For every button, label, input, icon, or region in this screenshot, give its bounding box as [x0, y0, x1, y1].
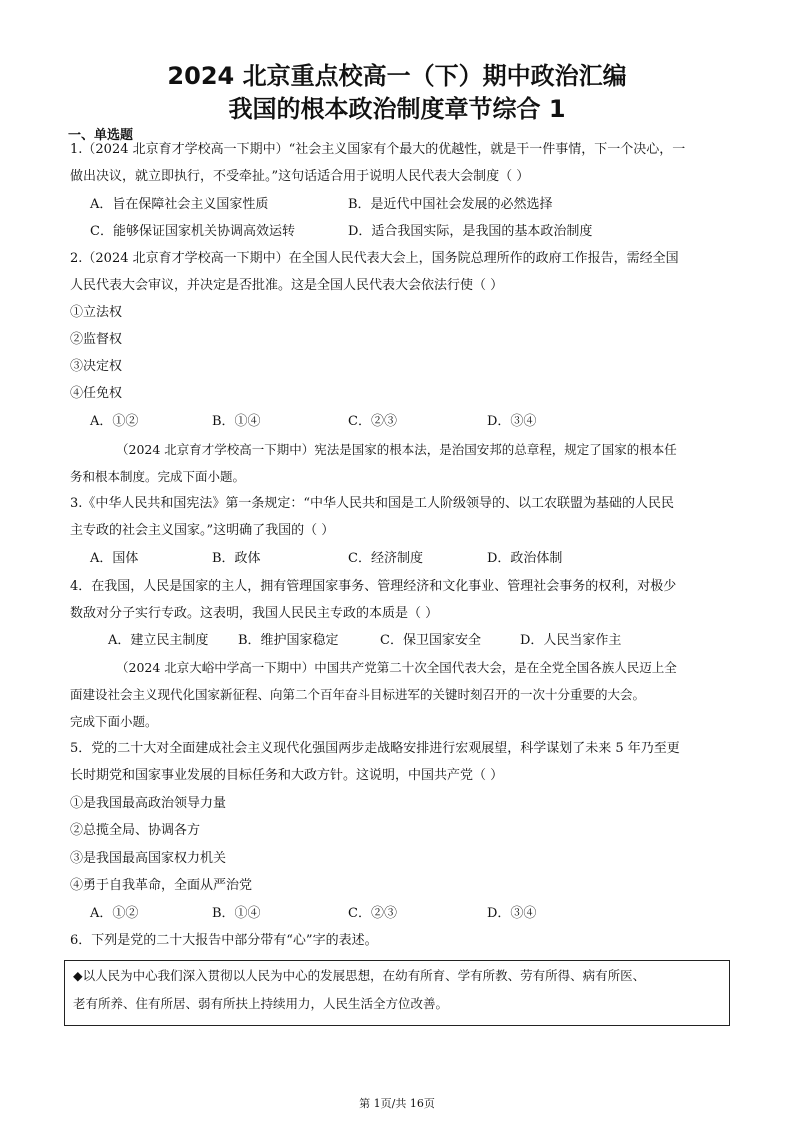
q5-item-2: ②总揽全局、协调各方 — [70, 823, 201, 838]
material-intro-1-line-1: （2024 北京育才学校高一下期中）宪法是国家的根本法，是治国安邦的总章程，规定了国家的根本任 — [116, 442, 677, 457]
q2-item-2: ②监督权 — [70, 332, 123, 347]
question-5-line-2: 长时期党和国家事业发展的目标任务和大政方针。这说明，中国共产党（ ） — [70, 768, 504, 783]
q5-option-b: B．①④ — [212, 906, 261, 921]
question-5-line-1: 5．党的二十大对全面建成社会主义现代化强国两步走战略安排进行宏观展望，科学谋划了未来 5 年乃至更 — [70, 741, 680, 756]
section-heading: 一、单选题 — [68, 128, 134, 143]
q5-option-c: C．②③ — [348, 906, 397, 921]
q3-option-d: D．政治体制 — [487, 551, 563, 566]
q1-option-a: A．旨在保障社会主义国家性质 — [90, 197, 269, 212]
q1-option-b: B．是近代中国社会发展的必然选择 — [348, 197, 553, 212]
q5-item-4: ④勇于自我革命，全面从严治党 — [70, 878, 253, 893]
page-number-footer: 第 1页/共 16页 — [359, 1097, 435, 1110]
q3-option-b: B．政体 — [212, 551, 261, 566]
material-intro-2-line-1: （2024 北京大峪中学高一下期中）中国共产党第二十次全国代表大会，是在全党全国各族人民迈上全 — [116, 660, 677, 675]
material-intro-2-line-2: 面建设社会主义现代化国家新征程、向第二个百年奋斗目标进军的关键时刻召开的一次十分重要的大会。 — [70, 687, 646, 702]
q2-option-c: C．②③ — [348, 414, 397, 429]
q2-option-a: A．①② — [90, 414, 139, 429]
quote-box-line-1: ◆以人民为中心我们深入贯彻以人民为中心的发展思想，在幼有所育、学有所教、劳有所得、病有所医、 — [73, 968, 646, 983]
page-title: 2024 北京重点校高一（下）期中政治汇编 — [167, 62, 627, 90]
q3-option-c: C．经济制度 — [348, 551, 423, 566]
quote-box-line-2: 老有所养、住有所居、弱有所扶上持续用力，人民生活全方位改善。 — [73, 996, 449, 1011]
q2-option-d: D．③④ — [487, 414, 537, 429]
q2-option-b: B．①④ — [212, 414, 261, 429]
q1-option-d: D．适合我国实际，是我国的基本政治制度 — [348, 224, 593, 239]
q4-option-a: A．建立民主制度 — [108, 633, 209, 648]
material-intro-1-line-2: 务和根本制度。完成下面小题。 — [70, 469, 246, 484]
q2-item-4: ④任免权 — [70, 386, 123, 401]
q1-option-c: C．能够保证国家机关协调高效运转 — [90, 224, 295, 239]
q2-item-3: ③决定权 — [70, 359, 123, 374]
q4-option-d: D．人民当家作主 — [520, 633, 622, 648]
question-1-line-2: 做出决议，就立即执行，不受牵扯。”这句话适合用于说明人民代表大会制度（ ） — [70, 169, 530, 184]
q4-option-b: B．维护国家稳定 — [238, 633, 339, 648]
material-intro-2-line-3: 完成下面小题。 — [70, 714, 158, 729]
q5-option-a: A．①② — [90, 906, 139, 921]
page-subtitle: 我国的根本政治制度章节综合 1 — [228, 95, 566, 123]
question-6-line-1: 6．下列是党的二十大报告中部分带有“心”字的表述。 — [70, 933, 378, 948]
question-4-line-2: 数敌对分子实行专政。这表明，我国人民民主专政的本质是（ ） — [70, 606, 439, 621]
question-2-line-1: 2.（2024 北京育才学校高一下期中）在全国人民代表大会上，国务院总理所作的政府工作报告，需经全国 — [70, 251, 679, 266]
q4-option-c: C．保卫国家安全 — [380, 633, 481, 648]
quote-box — [64, 960, 730, 1026]
question-3-line-2: 主专政的社会主义国家。”这明确了我国的（ ） — [70, 523, 335, 538]
q2-item-1: ①立法权 — [70, 305, 123, 320]
question-3-line-1: 3.《中华人民共和国宪法》第一条规定：“中华人民共和国是工人阶级领导的、以工农联盟为基础的人民民 — [70, 496, 675, 511]
q3-option-a: A．国体 — [90, 551, 139, 566]
question-1-line-1: 1.（2024 北京育才学校高一下期中）“社会主义国家有个最大的优越性，就是干一件事情，下一个决心，一 — [70, 142, 686, 157]
question-2-line-2: 人民代表大会审议，并决定是否批准。这是全国人民代表大会依法行使（ ） — [70, 278, 504, 293]
q5-item-3: ③是我国最高国家权力机关 — [70, 851, 227, 866]
q5-item-1: ①是我国最高政治领导力量 — [70, 796, 227, 811]
q5-option-d: D．③④ — [487, 906, 537, 921]
question-4-line-1: 4．在我国，人民是国家的主人，拥有管理国家事务、管理经济和文化事业、管理社会事务的权利，对极少 — [70, 579, 677, 594]
